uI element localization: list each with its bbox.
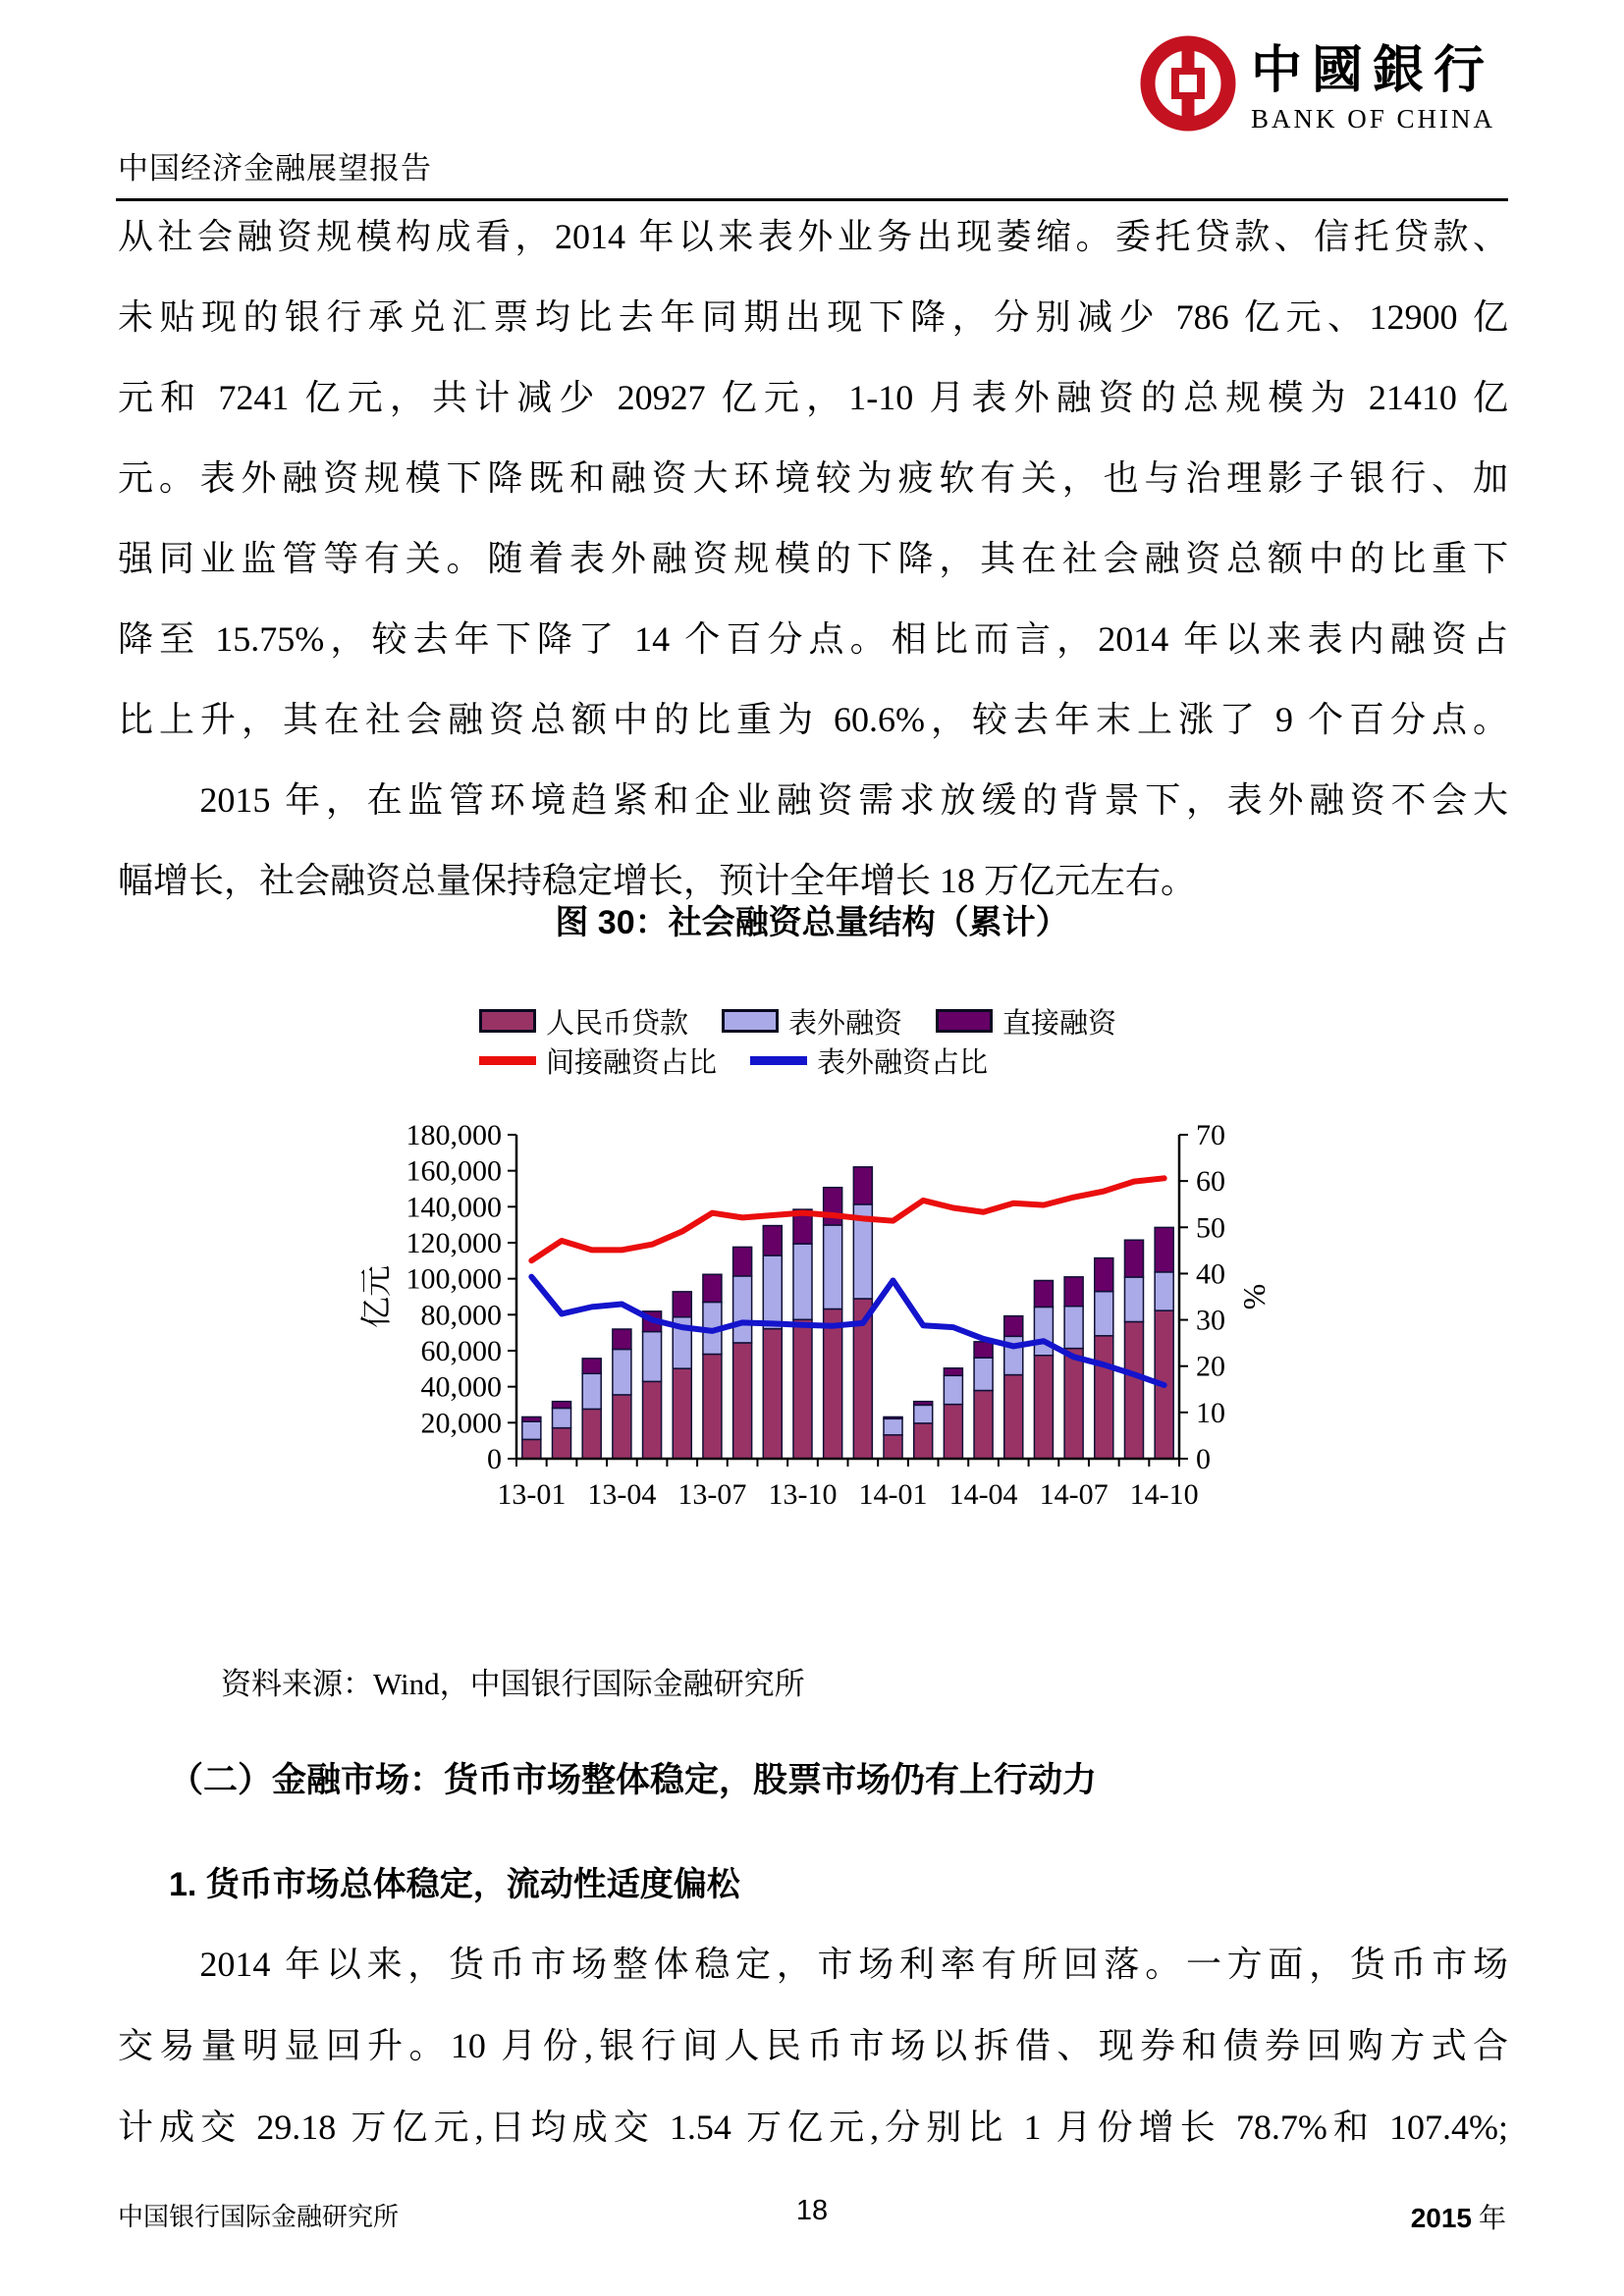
footer-year — [1411, 2197, 1506, 2236]
right-axis-tick-label: 0 — [1196, 1443, 1211, 1475]
bar-segment-series-0 — [974, 1391, 993, 1459]
bar-segment-series-0 — [824, 1308, 842, 1459]
paragraph-line: 未贴现的银行承兑汇票均比去年同期出现下降，分别减少 786 亿元、12900 亿 — [118, 297, 1508, 337]
direct-financing-swatch-icon — [936, 1009, 993, 1033]
bar-segment-series-0 — [1064, 1349, 1083, 1459]
right-axis-tick-label: 10 — [1196, 1396, 1225, 1429]
data-source-note: 资料来源：Wind，中国银行国际金融研究所 — [221, 1667, 805, 1701]
bar-segment-series-0 — [613, 1395, 631, 1459]
bar-segment-series-2 — [824, 1188, 842, 1225]
bar-segment-series-1 — [884, 1418, 902, 1435]
bar-segment-series-2 — [703, 1274, 722, 1302]
line-series-0 — [531, 1178, 1164, 1260]
left-axis-tick-label: 0 — [487, 1443, 502, 1475]
paragraph-line: 降至 15.75%，较去年下降了 14 个百分点。相比而言，2014 年以来表内融资占 — [118, 619, 1508, 659]
right-axis-tick-label: 70 — [1196, 1119, 1225, 1151]
sub-heading: 1. 货币市场总体稳定，流动性适度偏松 — [169, 1866, 740, 1903]
right-axis-tick-label: 60 — [1196, 1165, 1225, 1199]
bar-segment-series-1 — [914, 1405, 933, 1423]
bar-segment-series-2 — [1155, 1227, 1173, 1271]
left-axis-tick-label: 60,000 — [420, 1335, 502, 1367]
bar-segment-series-2 — [1034, 1281, 1053, 1308]
figure-title: 图 30：社会融资总量结构（累计） — [555, 904, 1069, 941]
paragraph-line: 比上升，其在社会融资总额中的比重为 60.6%，较去年末上涨了 9 个百分点。 — [118, 700, 1508, 739]
body-paragraphs-2 — [118, 1924, 1508, 2168]
footer-institute: 中国银行国际金融研究所 — [118, 2203, 400, 2231]
x-axis-label: 14-04 — [948, 1478, 1018, 1511]
x-axis-label: 13-10 — [768, 1478, 838, 1511]
left-axis-tick-label: 20,000 — [420, 1407, 502, 1440]
bar-segment-series-2 — [1095, 1258, 1113, 1292]
x-axis-label: 14-10 — [1129, 1478, 1199, 1511]
bar-segment-series-2 — [763, 1226, 782, 1255]
bar-segment-series-1 — [1095, 1292, 1113, 1336]
bar-segment-series-0 — [582, 1409, 601, 1459]
paragraph-line: 从社会融资规模构成看，2014 年以来表外业务出现萎缩。委托贷款、信托贷款、 — [118, 217, 1508, 256]
offbalance-swatch-icon — [722, 1009, 779, 1033]
bar-segment-series-0 — [643, 1381, 662, 1459]
bar-segment-series-2 — [974, 1342, 993, 1358]
right-axis-title: % — [1236, 1283, 1272, 1310]
boc-emblem-icon — [1139, 33, 1237, 133]
bar-segment-series-0 — [1095, 1336, 1113, 1459]
right-axis-tick-label: 30 — [1196, 1304, 1225, 1337]
x-axis-label: 13-07 — [677, 1478, 747, 1511]
bar-segment-series-1 — [733, 1276, 752, 1343]
x-axis-label: 13-04 — [587, 1478, 657, 1511]
legend-label: 人民币贷款 — [546, 1007, 689, 1040]
bar-segment-series-1 — [582, 1373, 601, 1409]
offbalance-share-line-icon — [750, 1056, 807, 1065]
left-axis-tick-label: 100,000 — [406, 1262, 502, 1296]
bar-segment-series-2 — [553, 1402, 571, 1409]
bar-segment-series-0 — [914, 1423, 933, 1459]
x-axis-label: 13-01 — [497, 1478, 567, 1511]
paragraph-line: 交易量明显回升。10 月份,银行间人民币市场以拆借、现券和债券回购方式合 — [118, 2026, 1508, 2065]
bar-segment-series-2 — [944, 1368, 962, 1376]
body-paragraphs — [118, 196, 1508, 921]
legend-item-rmb-loans — [479, 1001, 688, 1041]
left-axis-tick-label: 80,000 — [420, 1299, 502, 1332]
chart-legend — [479, 1001, 1116, 1080]
bar-segment-series-0 — [553, 1428, 571, 1459]
left-axis-tick-label: 120,000 — [406, 1227, 502, 1259]
bar-segment-series-0 — [673, 1368, 691, 1459]
bar-segment-series-2 — [522, 1416, 541, 1421]
paragraph-line: 计成交 29.18 万亿元,日均成交 1.54 万亿元,分别比 1 月份增长 78.7%和 107.4%; — [118, 2108, 1508, 2147]
logo-chinese-name: 中國銀行 — [1251, 43, 1495, 99]
bar-segment-series-0 — [763, 1329, 782, 1459]
footer-year-number: 2015 — [1410, 2203, 1472, 2233]
indirect-share-line-icon — [479, 1056, 536, 1065]
legend-label: 直接融资 — [1002, 1007, 1117, 1040]
legend-item-offbalance-financing — [722, 1001, 902, 1041]
bar-segment-series-1 — [793, 1244, 812, 1319]
bar-segment-series-1 — [1155, 1272, 1173, 1310]
x-axis-label: 14-07 — [1039, 1478, 1109, 1511]
chart-canvas — [330, 1088, 1312, 1618]
report-title: 中国经济金融展望报告 — [118, 151, 432, 186]
bar-segment-series-0 — [884, 1435, 902, 1459]
bar-segment-series-2 — [673, 1292, 691, 1317]
legend-item-direct-financing — [936, 1001, 1116, 1041]
bar-segment-series-1 — [1064, 1307, 1083, 1349]
paragraph-line: 2015 年，在监管环境趋紧和企业融资需求放缓的背景下，表外融资不会大 — [118, 780, 1508, 820]
bar-segment-series-2 — [1064, 1277, 1083, 1307]
bar-segment-series-1 — [553, 1408, 571, 1427]
footer-year-suffix: 年 — [1471, 2204, 1506, 2234]
legend-item-indirect-share — [479, 1041, 717, 1081]
bank-of-china-logo — [1139, 33, 1495, 134]
left-axis-title: 亿元 — [358, 1264, 394, 1329]
bar-segment-series-2 — [1004, 1316, 1023, 1337]
paragraph-line: 元。表外融资规模下降既和融资大环境较为疲软有关，也与治理影子银行、加 — [118, 458, 1508, 498]
bar-segment-series-0 — [944, 1405, 962, 1459]
bar-segment-series-2 — [1124, 1240, 1143, 1277]
logo-english-name: BANK OF CHINA — [1251, 104, 1496, 133]
bar-segment-series-2 — [582, 1359, 601, 1373]
bar-segment-series-0 — [1004, 1375, 1023, 1459]
bar-segment-series-2 — [613, 1329, 631, 1350]
legend-label: 间接融资占比 — [546, 1046, 718, 1079]
bar-segment-series-1 — [1124, 1277, 1143, 1321]
right-axis-tick-label: 40 — [1196, 1257, 1225, 1291]
right-axis-tick-label: 50 — [1196, 1211, 1225, 1245]
x-axis-label: 14-01 — [858, 1478, 928, 1511]
bar-segment-series-1 — [824, 1225, 842, 1308]
legend-label: 表外融资占比 — [817, 1046, 989, 1079]
left-axis-tick-label: 40,000 — [420, 1370, 502, 1404]
legend-label: 表外融资 — [788, 1007, 903, 1040]
paragraph-line: 强同业监管等有关。随着表外融资规模的下降，其在社会融资总额中的比重下 — [118, 539, 1508, 578]
bar-segment-series-0 — [733, 1343, 752, 1459]
section-heading: （二）金融市场：货币市场整体稳定，股票市场仍有上行动力 — [169, 1761, 1098, 1799]
paragraph-line: 幅增长，社会融资总量保持稳定增长，预计全年增长 18 万亿元左右。 — [118, 861, 1197, 900]
paragraph-line: 2014 年以来，货币市场整体稳定，市场利率有所回落。一方面，货币市场 — [118, 1945, 1508, 1984]
bar-segment-series-1 — [643, 1332, 662, 1382]
bar-segment-series-1 — [763, 1255, 782, 1329]
bar-segment-series-0 — [703, 1354, 722, 1459]
bar-segment-series-0 — [1124, 1321, 1143, 1459]
bar-segment-series-2 — [853, 1167, 872, 1204]
bar-segment-series-2 — [884, 1416, 902, 1418]
bar-segment-series-1 — [974, 1358, 993, 1390]
paragraph-line: 元和 7241 亿元，共计减少 20927 亿元，1-10 月表外融资的总规模为 21410 亿 — [118, 378, 1508, 417]
bar-segment-series-2 — [733, 1247, 752, 1276]
bar-segment-series-1 — [944, 1375, 962, 1404]
left-axis-tick-label: 160,000 — [406, 1154, 502, 1188]
bar-segment-series-1 — [1034, 1307, 1053, 1355]
bar-segment-series-0 — [522, 1439, 541, 1459]
left-axis-tick-label: 140,000 — [406, 1191, 502, 1224]
bar-segment-series-1 — [522, 1421, 541, 1439]
page-number: 18 — [795, 2195, 829, 2226]
right-axis-tick-label: 20 — [1196, 1350, 1225, 1383]
bar-segment-series-1 — [613, 1350, 631, 1395]
bar-segment-series-0 — [1034, 1356, 1053, 1459]
bar-segment-series-2 — [914, 1402, 933, 1406]
legend-item-offbalance-share — [750, 1041, 988, 1081]
bar-segment-series-0 — [793, 1319, 812, 1459]
left-axis-tick-label: 180,000 — [406, 1119, 502, 1151]
rmb-loans-swatch-icon — [479, 1009, 536, 1033]
logo-text-group — [1251, 33, 1495, 134]
legend-row-bars — [479, 1001, 1116, 1041]
legend-row-lines — [479, 1041, 1116, 1080]
